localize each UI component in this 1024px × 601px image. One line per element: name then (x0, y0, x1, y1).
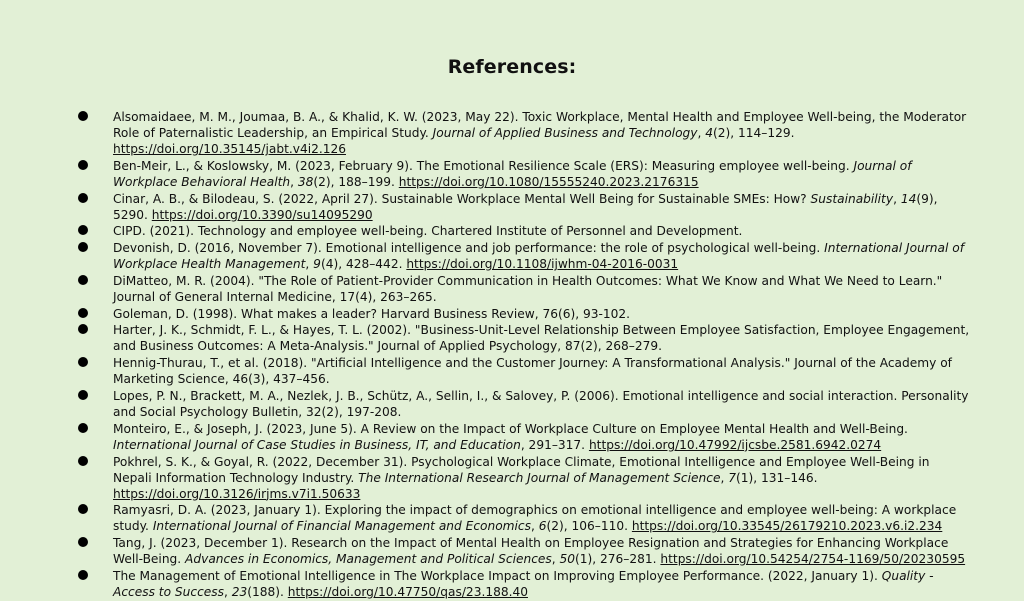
reference-text: The Management of Emotional Intelligence in The Workplace Impact on Improving Employee Performance. (2022, January 1). (113, 568, 878, 583)
reference-text: Lopes, P. N., Brackett, M. A., Nezlek, J. B., Schütz, A., Sellin, I., & Salovey, P. (2006). Emotional intelligence and social interaction. Personality and Social Psychology Bulletin, 32(2), 197-208. (113, 388, 969, 420)
doi-link[interactable]: https://doi.org/10.1080/15555240.2023.2176315 (398, 174, 699, 189)
reference-pages: (1), 276–281. (575, 552, 657, 567)
bullet-icon (78, 504, 88, 514)
journal-name: Sustainability (810, 191, 894, 206)
doi-link[interactable]: https://doi.org/10.35145/jabt.v4i2.126 (113, 142, 346, 157)
journal-name: International Journal of Financial Management and Economics (152, 519, 531, 534)
journal-name: International Journal of Case Studies in Business, IT, and Education (113, 437, 521, 452)
reference-item: Ben-Meir, L., & Koslowsky, M. (2023, February 9). The Emotional Resilience Scale (ERS): Measuring employee well-being. Journal of Workplace Behavioral Health, 38(2), 188–199. https://doi.org/10.1080/15555240.2023.2176315 (78, 158, 970, 190)
bullet-icon (78, 456, 88, 466)
reference-item: Ramyasri, D. A. (2023, January 1). Exploring the impact of demographics on emotional intelligence and employee well-being: A workplace study. International Journal of Financial Management and Economics, 6(2), 106–110. https://doi.org/10.33545/26179210.2023.v6.i2.234 (78, 502, 970, 534)
reference-text: Ben-Meir, L., & Koslowsky, M. (2023, February 9). The Emotional Resilience Scale (ERS): Measuring employee well-being. (113, 158, 850, 173)
reference-item (78, 388, 970, 420)
bullet-icon (78, 225, 88, 235)
journal-volume: 9 (313, 257, 321, 272)
journal-name: The International Research Journal of Management Science (358, 470, 721, 485)
reference-text: Alsomaidaee, M. M., Joumaa, B. A., & Khalid, K. W. (2023, May 22). Toxic Workplace, Mental Health and Employee Well-being, the Moderator Role of Paternalistic Leadership, an Empirical Study. (113, 110, 967, 141)
bullet-icon (78, 357, 88, 367)
bullet-icon (78, 390, 88, 400)
doi-link[interactable]: https://doi.org/10.3390/su14095290 (151, 207, 373, 222)
reference-pages: (2), 188–199. (313, 174, 395, 189)
reference-pages: , 291–317. (520, 437, 586, 452)
doi-link[interactable]: https://doi.org/10.3126/irjms.v7i1.50633 (113, 486, 361, 501)
doi-link[interactable]: https://doi.org/10.47992/ijcsbe.2581.6942.0274 (588, 437, 882, 452)
reference-item: Devonish, D. (2016, November 7). Emotional intelligence and job performance: the role of psychological well-being. International Journal of Workplace Health Management, 9(4), 428–442. https://doi.org/10.1108/ijwhm-04-2016-0031 (78, 240, 970, 272)
reference-text: Cinar, A. B., & Bilodeau, S. (2022, April 27). Sustainable Workplace Mental Well Being for Sustainable SMEs: How? (113, 191, 807, 206)
reference-text: CIPD. (2021). Technology and employee well-being. Chartered Institute of Personnel and Development. (113, 224, 743, 239)
journal-volume: 14 (900, 191, 917, 206)
journal-name: Advances in Economics, Management and Political Sciences (185, 552, 552, 567)
reference-item (78, 273, 970, 305)
reference-pages: (2), 106–110. (546, 519, 629, 534)
reference-item: Cinar, A. B., & Bilodeau, S. (2022, April 27). Sustainable Workplace Mental Well Being for Sustainable SMEs: How? Sustainability, 14(9), 5290. https://doi.org/10.3390/su14095290 (78, 191, 970, 223)
reference-text: Goleman, D. (1998). What makes a leader? Harvard Business Review, 76(6), 93-102. (113, 306, 631, 321)
reference-list (78, 109, 970, 601)
doi-link[interactable]: https://doi.org/10.47750/qas/23.188.40 (287, 585, 528, 600)
page-title: References: (447, 56, 577, 78)
reference-text: Tang, J. (2023, December 1). Research on the Impact of Mental Health on Employee Resignation and Strategies for Enhancing Workplace Well-Being. (113, 536, 949, 567)
journal-volume: 4 (705, 126, 713, 141)
reference-item (78, 306, 970, 322)
reference-item (78, 355, 970, 387)
journal-name: International Journal of Workplace Health Management (113, 241, 964, 272)
doi-link[interactable]: https://doi.org/10.1108/ijwhm-04-2016-0031 (406, 257, 679, 272)
bullet-icon (78, 160, 88, 170)
reference-item: Tang, J. (2023, December 1). Research on the Impact of Mental Health on Employee Resignation and Strategies for Enhancing Workplace Well-Being. Advances in Economics, Management and Political Sciences, 50(1), 276–281. https://doi.org/10.54254/2754-1169/50/20230595 (78, 535, 970, 567)
reference-pages: (2), 114–129. (713, 126, 795, 141)
reference-text: Monteiro, E., & Joseph, J. (2023, June 5). A Review on the Impact of Workplace Culture on Employee Mental Health and Well-Being. (113, 421, 908, 436)
bullet-icon (78, 242, 88, 252)
reference-item (78, 421, 970, 453)
reference-text: DiMatteo, M. R. (2004). "The Role of Patient-Provider Communication in Health Outcomes: What We Know and What We Need to Learn." Journal of General Internal Medicine, 17(4), 263–265. (113, 273, 943, 304)
bullet-icon (78, 111, 88, 121)
reference-item (78, 223, 970, 239)
journal-volume: 50 (559, 552, 576, 567)
reference-text: Devonish, D. (2016, November 7). Emotional intelligence and job performance: the role of psychological well-being. (113, 241, 821, 256)
reference-pages: (9), 5290. (113, 191, 938, 222)
bullet-icon (78, 423, 88, 433)
bullet-icon (78, 193, 88, 203)
reference-text: Pokhrel, S. K., & Goyal, R. (2022, December 31). Psychological Workplace Climate, Emotional Intelligence and Employee Well-Being in Nepali Information Technology Industry. (113, 454, 930, 485)
reference-text: Ramyasri, D. A. (2023, January 1). Exploring the impact of demographics on emotional intelligence and employee well-being: A workplace study. (113, 503, 957, 534)
reference-item (78, 322, 970, 354)
bullet-icon (78, 570, 88, 580)
journal-name: Journal of Applied Business and Technology (432, 126, 698, 141)
reference-pages: (1), 131–146. (735, 470, 818, 485)
bullet-icon (78, 308, 88, 318)
doi-link[interactable]: https://doi.org/10.54254/2754-1169/50/20230595 (660, 552, 966, 567)
doi-link[interactable]: https://doi.org/10.33545/26179210.2023.v6.i2.234 (631, 519, 943, 534)
journal-volume: 23 (231, 585, 248, 600)
reference-text: Harter, J. K., Schmidt, F. L., & Hayes, T. L. (2002). "Business-Unit-Level Relationship Between Employee Satisfaction, Employee Engagement, and Business Outcomes: A Meta-Analysis." Journal of Applied Psychology, 87(2), 268–279. (113, 323, 970, 354)
reference-item: The Management of Emotional Intelligence in The Workplace Impact on Improving Employee Performance. (2022, January 1). Quality - Access to Success, 23(188). https://doi.org/10.47750/qas/23.188.40 (78, 568, 970, 600)
bullet-icon (78, 324, 88, 334)
reference-item: Pokhrel, S. K., & Goyal, R. (2022, December 31). Psychological Workplace Climate, Emotional Intelligence and Employee Well-Being in Nepali Information Technology Industry. The International Research Journal of Management Science, 7(1), 131–146. https://doi.org/10.3126/irjms.v7i1.50633 (78, 454, 970, 502)
journal-volume: 7 (728, 470, 736, 485)
bullet-icon (78, 275, 88, 285)
reference-pages: (188). (247, 585, 284, 600)
reference-pages: (4), 428–442. (320, 257, 403, 272)
journal-volume: 38 (297, 174, 314, 189)
reference-text: Hennig-Thurau, T., et al. (2018). "Artificial Intelligence and the Customer Journey: A Transformational Analysis." Journal of the Academy of Marketing Science, 46(3), 437–456. (113, 356, 952, 387)
reference-item: Alsomaidaee, M. M., Joumaa, B. A., & Khalid, K. W. (2023, May 22). Toxic Workplace, Mental Health and Employee Well-being, the Moderator Role of Paternalistic Leadership, an Empirical Study. Journal of Applied Business and Technology, 4(2), 114–129. https://doi.org/10.35145/jabt.v4i2.126 (78, 109, 970, 157)
bullet-icon (78, 537, 88, 547)
journal-volume: 6 (538, 519, 547, 534)
journal-name: Journal of Workplace Behavioral Health (113, 158, 912, 189)
journal-name: Quality - Access to Success (113, 568, 934, 600)
